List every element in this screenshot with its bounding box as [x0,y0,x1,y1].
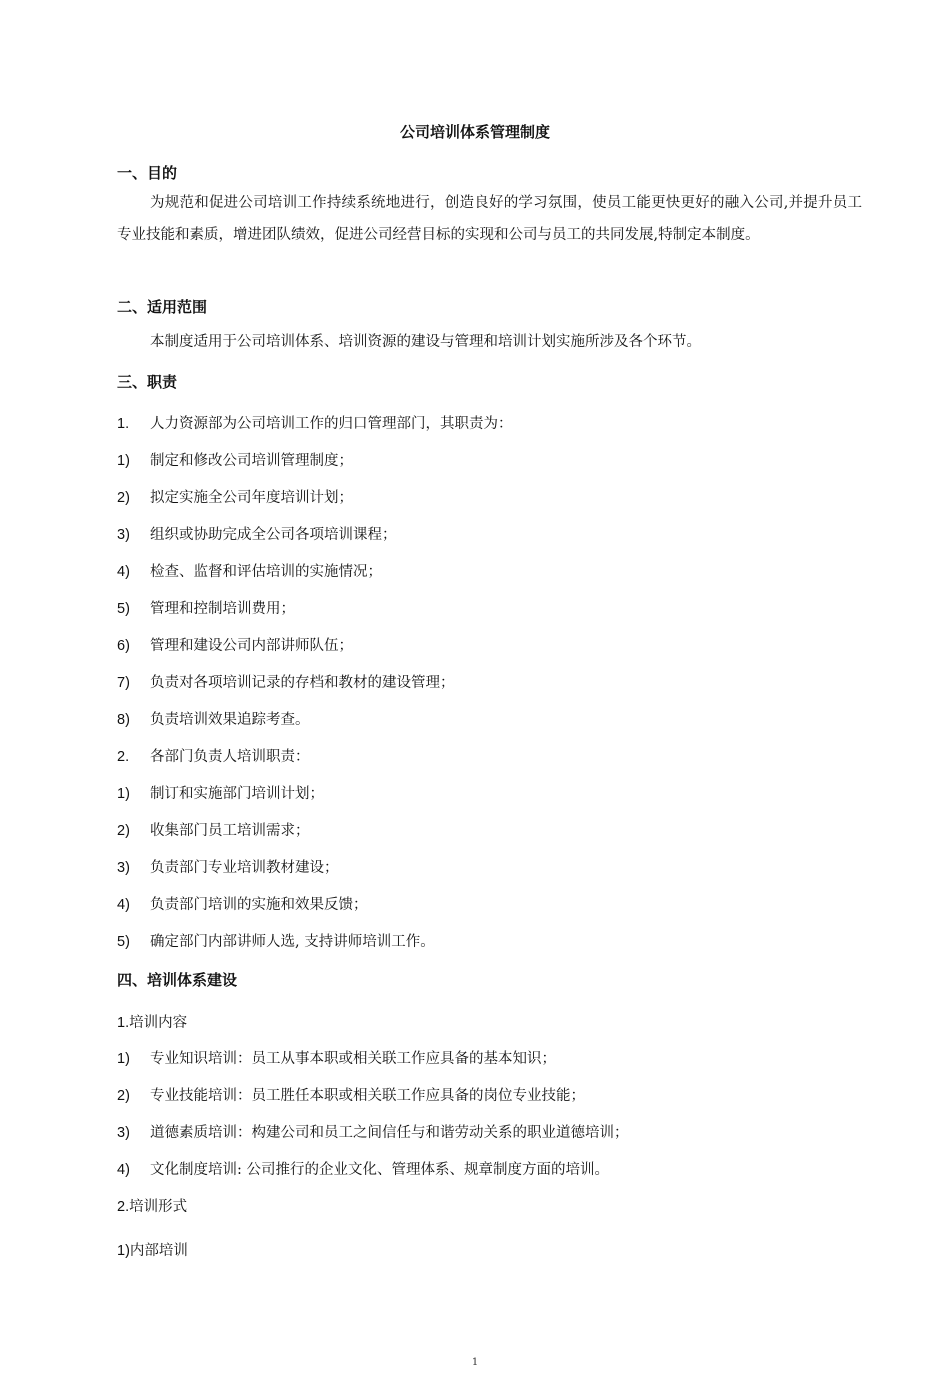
list-text: 组织或协助完成全公司各项培训课程； [150,527,397,543]
list-item [117,671,455,692]
list-number: 4) [117,897,130,913]
list-item [117,597,295,618]
section-heading-responsibilities: 三、职责 [117,373,178,391]
section-heading-purpose: 一、目的 [117,164,178,182]
list-text: 制定和修改公司培训管理制度； [150,453,353,469]
list-item [117,634,353,655]
list-text: 收集部门员工培训需求； [150,823,310,839]
list-number: 4) [117,564,130,580]
list-text: 道德素质培训：构建公司和员工之间信任与和谐劳动关系的职业道德培训； [150,1125,629,1141]
list-number: 7) [117,675,130,691]
list-number: 3) [117,1125,130,1141]
list-text: 专业知识培训：员工从事本职或相关联工作应具备的基本知识； [150,1051,556,1067]
list-number: 2) [117,823,130,839]
list-item [117,930,435,951]
list-item [117,523,397,544]
list-item [117,1047,556,1068]
list-text: 负责部门培训的实施和效果反馈； [150,897,368,913]
list-number: 2. [117,749,130,765]
subsection-training-form [117,1195,187,1216]
list-item [117,560,382,581]
list-item [117,893,368,914]
list-text: 管理和建设公司内部讲师队伍； [150,638,353,654]
list-text: 负责部门专业培训教材建设； [150,860,339,876]
list-number: 3) [117,527,130,543]
section-heading-scope: 二、适用范围 [117,298,208,316]
list-item [117,1121,629,1142]
list-text: 各部门负责人培训职责： [150,749,310,765]
list-item [117,819,310,840]
list-item [117,412,513,433]
list-number: 1) [117,453,130,469]
subsection-internal-training [117,1239,188,1260]
list-text: 文化制度培训: 公司推行的企业文化、管理体系、规章制度方面的培训。 [150,1162,609,1178]
list-number: 1) [117,786,130,802]
subsection-number: 1. [117,1015,130,1031]
list-number: 1. [117,416,130,432]
page-number: 1 [471,1357,479,1368]
list-text: 制订和实施部门培训计划； [150,786,324,802]
list-item [117,1084,585,1105]
list-item [117,486,353,507]
scope-paragraph: 本制度适用于公司培训体系、培训资源的建设与管理和培训计划实施所涉及各个环节。 [150,334,701,350]
section-heading-training-system: 四、培训体系建设 [117,971,238,989]
list-number: 1) [117,1051,130,1067]
list-number: 4) [117,1162,130,1178]
list-number: 2) [117,490,130,506]
subsection-number: 2. [117,1199,130,1215]
list-text: 人力资源部为公司培训工作的归口管理部门，其职责为： [150,416,513,432]
subsection-training-content [117,1011,187,1032]
list-item [117,708,310,729]
list-number: 5) [117,934,130,950]
list-text: 管理和控制培训费用； [150,601,295,617]
list-text: 负责培训效果追踪考查。 [150,712,310,728]
subsection-number: 1) [117,1243,130,1259]
list-text: 确定部门内部讲师人选, 支持讲师培训工作。 [150,934,435,950]
list-text: 检查、监督和评估培训的实施情况； [150,564,382,580]
list-number: 5) [117,601,130,617]
list-item [117,856,339,877]
list-number: 8) [117,712,130,728]
list-item [117,745,310,766]
list-text: 专业技能培训：员工胜任本职或相关联工作应具备的岗位专业技能； [150,1088,585,1104]
list-item [117,782,324,803]
subsection-text: 培训形式 [129,1199,188,1215]
list-number: 3) [117,860,130,876]
list-text: 拟定实施全公司年度培训计划； [150,490,353,506]
subsection-text: 内部培训 [129,1243,188,1259]
list-number: 6) [117,638,130,654]
purpose-paragraph: 为规范和促进公司培训工作持续系统地进行，创造良好的学习氛围，使员工能更快更好的融入公司,并提升员工专业技能和素质，增进团队绩效，促进公司经营目标的实现和公司与员工的共同发展,特制定本制度。 [117,195,862,243]
list-item [117,449,353,470]
subsection-text: 培训内容 [129,1015,188,1031]
document-title: 公司培训体系管理制度 [399,123,550,141]
list-item [117,1158,609,1179]
list-text: 负责对各项培训记录的存档和教材的建设管理； [150,675,455,691]
list-number: 2) [117,1088,130,1104]
